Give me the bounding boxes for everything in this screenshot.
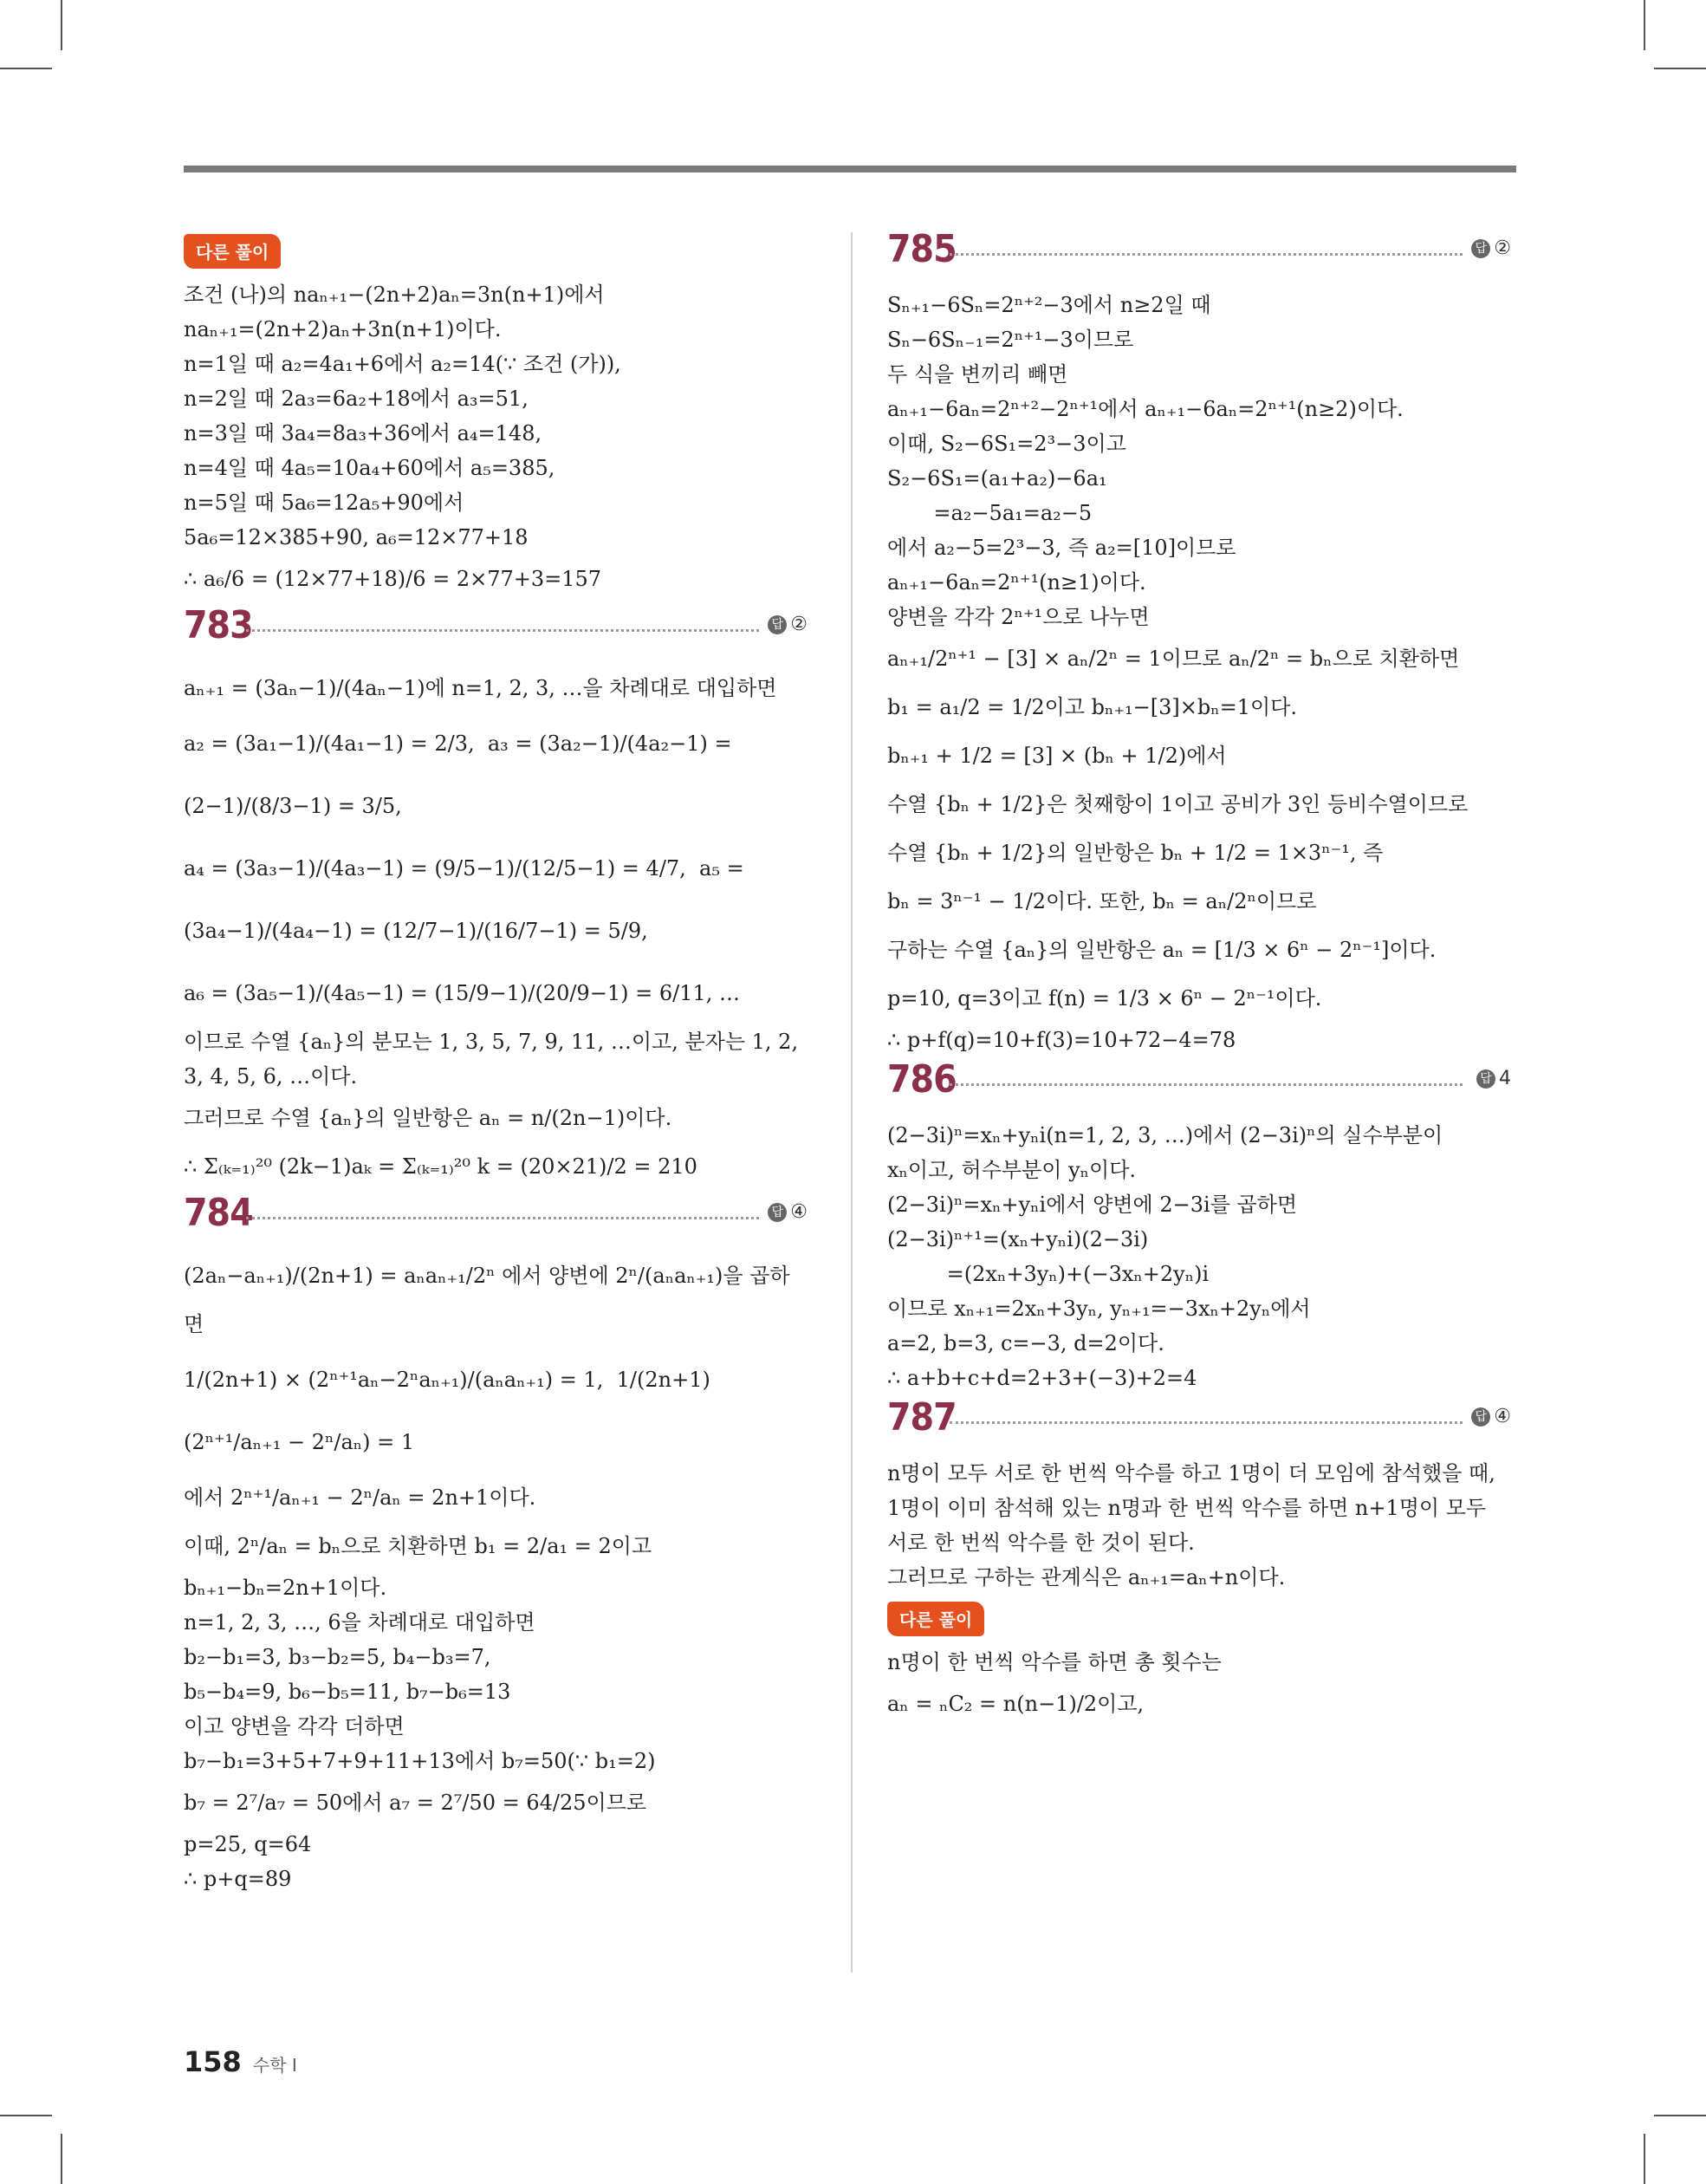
answer-label xyxy=(768,1201,808,1223)
leader-dots xyxy=(950,1083,1463,1086)
header-rule xyxy=(184,166,1516,172)
solution-line: 구하는 수열 {aₙ}의 일반항은 aₙ = [1/3 × 6ⁿ − 2ⁿ⁻¹]이다. xyxy=(887,938,1437,962)
solution-line: S₂−6S₁=(a₁+a₂)−6a₁ xyxy=(887,466,1107,491)
leader-dots xyxy=(950,253,1463,256)
page-footer xyxy=(184,2045,297,2078)
answer-label xyxy=(1471,237,1511,259)
solution-line: (2−3i)ⁿ=xₙ+yₙi(n=1, 2, 3, …)에서 (2−3i)ⁿ의 실수부분이 xyxy=(887,1123,1443,1147)
problem-header xyxy=(184,603,808,652)
solution-line: 그러므로 수열 {aₙ}의 일반항은 aₙ = n/(2n−1)이다. xyxy=(184,1106,672,1130)
solution-line: b₁ = a₁/2 = 1/2이고 bₙ₊₁−[3]×bₙ=1이다. xyxy=(887,695,1297,719)
solution-line: aₙ₊₁−6aₙ=2ⁿ⁺¹(n≥1)이다. xyxy=(887,570,1146,595)
leader-dots xyxy=(950,1421,1463,1424)
problem-block xyxy=(887,227,1511,1057)
alt-solution-badge: 다른 풀이 xyxy=(184,234,281,269)
solution-line: (2aₙ−aₙ₊₁)/(2n+1) = aₙaₙ₊₁/2ⁿ 에서 양변에 2ⁿ/(aₙaₙ₊₁)을 곱하면 xyxy=(184,1264,790,1336)
crop-mark xyxy=(61,2134,62,2184)
solution-line: a₄ = (3a₃−1)/(4a₃−1) = (9/5−1)/(12/5−1) = 4/7, a₅ = (3a₄−1)/(4a₄−1) = (12/7−1)/(16/7−1) = 5/9, xyxy=(184,856,751,943)
problem-number: 786 xyxy=(887,1057,957,1102)
solution-line: n=5일 때 5a₆=12a₅+90에서 xyxy=(184,491,464,515)
answer-label xyxy=(1476,1068,1511,1089)
answer-value: 4 xyxy=(1499,1068,1511,1089)
problem-header xyxy=(184,1191,808,1239)
solution-line: Sₙ−6Sₙ₋₁=2ⁿ⁺¹−3이므로 xyxy=(887,328,1134,352)
crop-mark xyxy=(1654,68,1706,69)
solution-line: 1명이 이미 참석해 있는 n명과 한 번씩 악수를 하면 n+1명이 모두 xyxy=(887,1496,1487,1520)
leader-dots xyxy=(246,629,759,632)
solution-line: aₙ₊₁−6aₙ=2ⁿ⁺²−2ⁿ⁺¹에서 aₙ₊₁−6aₙ=2ⁿ⁺¹(n≥2)이다. xyxy=(887,397,1404,421)
solution-line: (2−3i)ⁿ⁺¹=(xₙ+yₙi)(2−3i) xyxy=(887,1227,1149,1251)
answer-icon: 답 xyxy=(768,1203,787,1222)
solution-line: 이때, 2ⁿ/aₙ = bₙ으로 치환하면 b₁ = 2/a₁ = 2이고 xyxy=(184,1534,652,1558)
solution-line: 5a₆=12×385+90, a₆=12×77+18 xyxy=(184,525,529,549)
problem-header xyxy=(887,227,1511,276)
solution-line: 수열 {bₙ + 1/2}의 일반항은 bₙ + 1/2 = 1×3ⁿ⁻¹, 즉 xyxy=(887,841,1384,865)
problem-block xyxy=(887,1395,1511,1595)
problem-number: 785 xyxy=(887,227,957,271)
solution-line: n=1일 때 a₂=4a₁+6에서 a₂=14(∵ 조건 (가)), xyxy=(184,352,621,376)
solution-line: (2−3i)ⁿ=xₙ+yₙi에서 양변에 2−3i를 곱하면 xyxy=(887,1193,1298,1217)
solution-line: 그러므로 구하는 관계식은 aₙ₊₁=aₙ+n이다. xyxy=(887,1565,1286,1589)
crop-mark xyxy=(0,2115,52,2116)
solution-line: b₇−b₁=3+5+7+9+11+13에서 b₇=50(∵ b₁=2) xyxy=(184,1749,656,1773)
solution-line: ∴ p+q=89 xyxy=(184,1867,292,1891)
answer-value: ② xyxy=(1494,237,1511,259)
answer-label xyxy=(1471,1406,1511,1427)
solution-line: b₅−b₄=9, b₆−b₅=11, b₇−b₆=13 xyxy=(184,1680,511,1704)
answer-value: ④ xyxy=(790,1201,808,1223)
crop-mark xyxy=(1654,2115,1706,2116)
solution-line: a₆ = (3a₅−1)/(4a₅−1) = (15/9−1)/(20/9−1) = 6/11, … xyxy=(184,981,740,1005)
crop-mark xyxy=(1644,0,1645,50)
answer-icon: 답 xyxy=(1471,239,1490,258)
solution-line: bₙ₊₁−bₙ=2n+1이다. xyxy=(184,1576,387,1600)
solution-line: p=10, q=3이고 f(n) = 1/3 × 6ⁿ − 2ⁿ⁻¹이다. xyxy=(887,986,1322,1011)
solution-line: 1/(2n+1) × (2ⁿ⁺¹aₙ−2ⁿaₙ₊₁)/(aₙaₙ₊₁) = 1, 1/(2n+1) (2ⁿ⁺¹/aₙ₊₁ − 2ⁿ/aₙ) = 1 xyxy=(184,1368,717,1454)
crop-mark xyxy=(1644,2134,1645,2184)
alt-solution xyxy=(184,227,808,603)
crop-mark xyxy=(0,68,52,69)
solution-line: n=1, 2, 3, …, 6을 차례대로 대입하면 xyxy=(184,1610,535,1635)
solution-line: n=3일 때 3a₄=8a₃+36에서 a₄=148, xyxy=(184,421,542,445)
solution-line: n명이 한 번씩 악수를 하면 총 횟수는 xyxy=(887,1650,1222,1674)
solution-line: aₙ₊₁/2ⁿ⁺¹ − [3] × aₙ/2ⁿ = 1이므로 aₙ/2ⁿ = bₙ으로 치환하면 xyxy=(887,647,1460,671)
solution-line: 두 식을 변끼리 빼면 xyxy=(887,362,1068,387)
problem-number: 787 xyxy=(887,1395,957,1440)
column-divider xyxy=(851,232,853,1973)
answer-icon: 답 xyxy=(768,615,787,634)
solution-line: 수열 {bₙ + 1/2}은 첫째항이 1이고 공비가 3인 등비수열이므로 xyxy=(887,792,1469,816)
problem-block xyxy=(184,1191,808,1896)
subject-label: 수학 I xyxy=(252,2055,297,2076)
solution-line: 이므로 xₙ₊₁=2xₙ+3yₙ, yₙ₊₁=−3xₙ+2yₙ에서 xyxy=(887,1297,1311,1321)
solution-line: n=2일 때 2a₃=6a₂+18에서 a₃=51, xyxy=(184,387,529,411)
solution-line: 3, 4, 5, 6, …이다. xyxy=(184,1064,358,1089)
solution-line: n=4일 때 4a₅=10a₄+60에서 a₅=385, xyxy=(184,456,555,480)
solution-line: p=25, q=64 xyxy=(184,1832,312,1856)
solution-line: ∴ a₆/6 = (12×77+18)/6 = 2×77+3=157 xyxy=(184,567,602,591)
solution-line: 서로 한 번씩 악수를 한 것이 된다. xyxy=(887,1531,1195,1555)
answer-icon: 답 xyxy=(1471,1407,1490,1427)
solution-line: 에서 2ⁿ⁺¹/aₙ₊₁ − 2ⁿ/aₙ = 2n+1이다. xyxy=(184,1485,536,1510)
answer-value: ② xyxy=(790,614,808,635)
problem-header xyxy=(887,1057,1511,1106)
solution-line: 에서 a₂−5=2³−3, 즉 a₂=[10]이므로 xyxy=(887,536,1236,560)
solution-line: 이때, S₂−6S₁=2³−3이고 xyxy=(887,432,1126,456)
solution-line: ∴ Σ₍ₖ₌₁₎²⁰ (2k−1)aₖ = Σ₍ₖ₌₁₎²⁰ k = (20×21)/2 = 210 xyxy=(184,1154,697,1179)
solution-line: a=2, b=3, c=−3, d=2이다. xyxy=(887,1331,1164,1355)
solution-line: naₙ₊₁=(2n+2)aₙ+3n(n+1)이다. xyxy=(184,317,502,341)
solution-line: ∴ p+f(q)=10+f(3)=10+72−4=78 xyxy=(887,1028,1236,1052)
solution-line: aₙ₊₁ = (3aₙ−1)/(4aₙ−1)에 n=1, 2, 3, …을 차례대로 대입하면 xyxy=(184,676,777,700)
answer-value: ④ xyxy=(1494,1406,1511,1427)
alt-solution-badge: 다른 풀이 xyxy=(887,1602,984,1636)
solution-line: ∴ a+b+c+d=2+3+(−3)+2=4 xyxy=(887,1366,1197,1390)
solution-line: bₙ₊₁ + 1/2 = [3] × (bₙ + 1/2)에서 xyxy=(887,744,1227,768)
solution-line: 이므로 수열 {aₙ}의 분모는 1, 3, 5, 7, 9, 11, …이고, 분자는 1, 2, xyxy=(184,1030,799,1054)
solution-line: 이고 양변을 각각 더하면 xyxy=(184,1714,405,1739)
solution-line: n명이 모두 서로 한 번씩 악수를 하고 1명이 더 모임에 참석했을 때, xyxy=(887,1461,1495,1485)
answer-label xyxy=(768,614,808,635)
solution-line: bₙ = 3ⁿ⁻¹ − 1/2이다. 또한, bₙ = aₙ/2ⁿ이므로 xyxy=(887,889,1317,913)
solution-line: xₙ이고, 허수부분이 yₙ이다. xyxy=(887,1158,1137,1182)
crop-mark xyxy=(61,0,62,50)
solution-line: =(2xₙ+3yₙ)+(−3xₙ+2yₙ)i xyxy=(887,1262,1210,1286)
solution-line: =a₂−5a₁=a₂−5 xyxy=(887,501,1093,525)
right-column xyxy=(887,227,1511,1728)
solution-line: Sₙ₊₁−6Sₙ=2ⁿ⁺²−3에서 n≥2일 때 xyxy=(887,293,1211,317)
problem-number: 783 xyxy=(184,603,253,647)
left-column xyxy=(184,227,808,1896)
answer-icon: 답 xyxy=(1476,1069,1495,1089)
problem-number: 784 xyxy=(184,1191,253,1235)
leader-dots xyxy=(246,1217,759,1219)
solution-line: b₂−b₁=3, b₃−b₂=5, b₄−b₃=7, xyxy=(184,1645,491,1669)
problem-block xyxy=(887,1057,1511,1395)
solution-line: a₂ = (3a₁−1)/(4a₁−1) = 2/3, a₃ = (3a₂−1)/(4a₂−1) = (2−1)/(8/3−1) = 3/5, xyxy=(184,731,739,818)
problem-block xyxy=(184,603,808,1191)
solution-line: aₙ = ₙC₂ = n(n−1)/2이고, xyxy=(887,1692,1145,1716)
problem-header xyxy=(887,1395,1511,1444)
solution-line: b₇ = 2⁷/a₇ = 50에서 a₇ = 2⁷/50 = 64/25이므로 xyxy=(184,1791,647,1815)
page-number: 158 xyxy=(184,2045,242,2078)
solution-line: 조건 (나)의 naₙ₊₁−(2n+2)aₙ=3n(n+1)에서 xyxy=(184,283,605,307)
alt-solution xyxy=(887,1595,1511,1728)
solution-line: 양변을 각각 2ⁿ⁺¹으로 나누면 xyxy=(887,605,1150,629)
